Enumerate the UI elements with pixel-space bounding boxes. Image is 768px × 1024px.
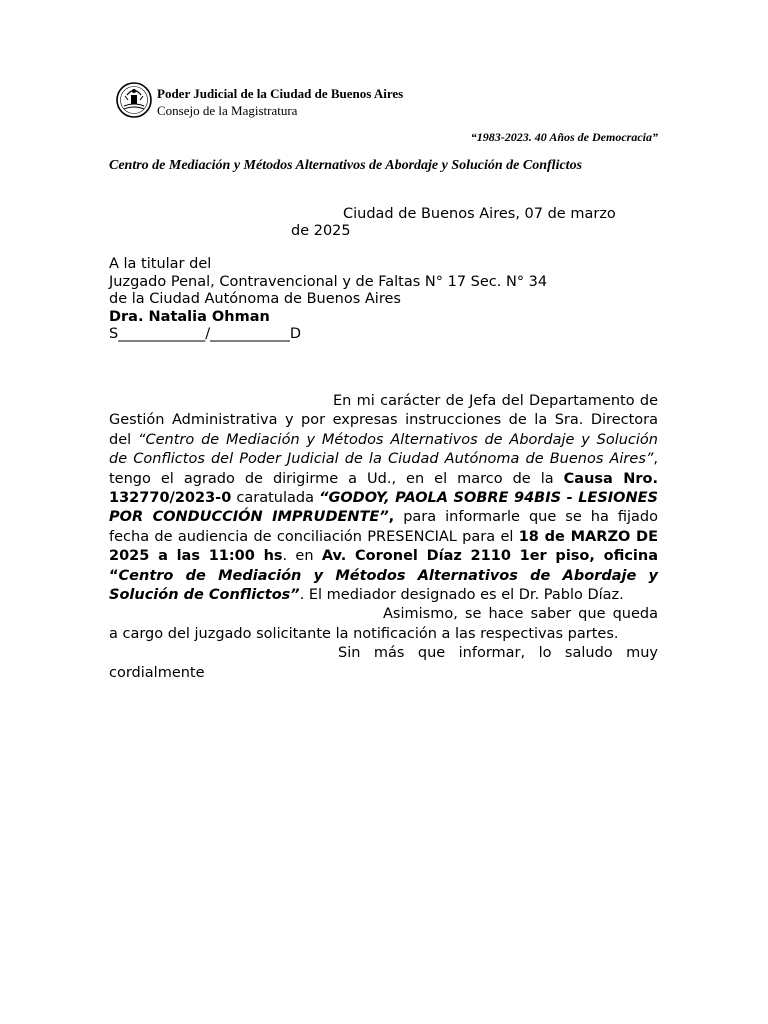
p1-text-h: para informarle que se ha fijado fecha de audiencia de conciliación PRESENCIAL para el [109, 509, 658, 545]
center-title: Centro de Mediación y Métodos Alternativos de Abordaje y Solución de Conflictos [109, 158, 583, 173]
body-paragraph-3: Sin más que informar, lo saludo muy cordialmente [109, 645, 658, 681]
date-line-1: Ciudad de Buenos Aires, 07 de marzo [343, 206, 616, 222]
addressee-line-3: de la Ciudad Autónoma de Buenos Aires [109, 291, 401, 307]
letterhead-subtitle: Consejo de la Magistratura [157, 103, 298, 118]
addressee-name: Dra. Natalia Ohman [109, 308, 270, 325]
p1-text-j: . en [282, 548, 322, 565]
p1-case-title: “GODOY, PAOLA SOBRE 94BIS - LESIONES POR CONDUCCIÓN IMPRUDENTE” [109, 490, 658, 526]
addressee-line-2: Juzgado Penal, Contravencional y de Faltas N° 17 Sec. N° 34 [109, 273, 548, 290]
addressee-line-1: A la titular del [109, 256, 212, 272]
letterhead [115, 80, 405, 122]
p1-text-a: En mi carácter de Jefa del Departamento de Gestión Administrativa y por expresas instrucciones de la Sra. Directora del [109, 393, 658, 448]
institutional-seal-icon [115, 80, 153, 120]
p1-text-e: caratulada [231, 490, 320, 507]
p1-office-name: Centro de Mediación y Métodos Alternativos de Abordaje y Solución de Conflictos” [109, 567, 658, 604]
p1-text-c: , tengo el agrado de dirigirme a Ud., en el marco de la [109, 451, 658, 487]
letterhead-title: Poder Judicial de la Ciudad de Buenos Aires [157, 86, 404, 101]
motto: “1983-2023. 40 Años de Democracia” [470, 130, 658, 144]
addressee-sd: S____________/___________D [109, 326, 302, 342]
p1-hearing-date: 18 de MARZO DE 2025 a las 11:00 hs [109, 528, 658, 565]
date-line-2: de 2025 [291, 223, 351, 239]
letter-body [109, 392, 658, 683]
p1-mediator: . El mediador designado es el Dr. Pablo Díaz. [299, 587, 624, 604]
addressee-block [109, 256, 547, 344]
p1-case-number: Causa Nro. 132770/2023-0 [109, 470, 658, 507]
body-paragraph-2: Asimismo, se hace saber que queda a cargo del juzgado solicitante la notificación a las respectivas partes. [109, 606, 658, 642]
p1-address: Av. Coronel Díaz 2110 1er piso, oficina “ [109, 548, 658, 584]
body-paragraph-1 [109, 392, 658, 605]
p1-center-quote: “Centro de Mediación y Métodos Alternativos de Abordaje y Solución de Conflictos del Poder Judicial de la Ciudad Autónoma de Buenos Aires” [109, 431, 658, 468]
p1-comma: , [388, 509, 395, 526]
